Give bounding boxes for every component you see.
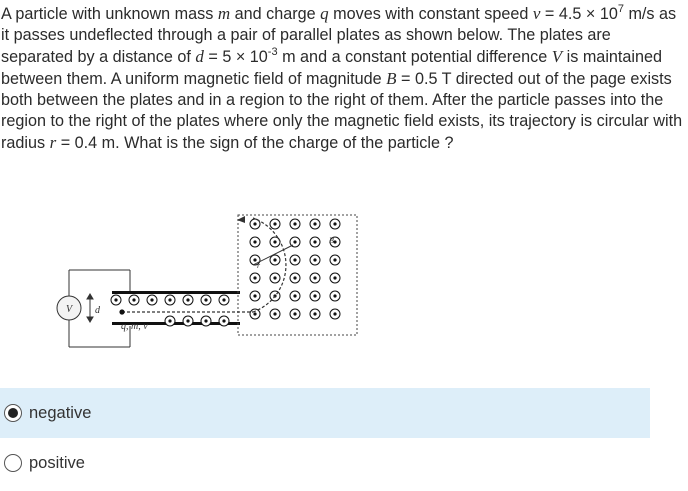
field-dot-center xyxy=(253,276,256,279)
radio-selected-icon[interactable] xyxy=(4,404,22,422)
field-dot-center xyxy=(273,222,276,225)
option-label-negative: negative xyxy=(29,403,92,422)
field-dot-center xyxy=(313,294,316,297)
field-dot-center xyxy=(293,258,296,261)
field-dot-center xyxy=(313,222,316,225)
field-dot-center xyxy=(313,258,316,261)
field-dot-center xyxy=(333,294,336,297)
radio-dot-icon xyxy=(8,408,18,418)
field-dot-center xyxy=(333,258,336,261)
field-dot-center xyxy=(253,294,256,297)
qmv-label: q, m, v xyxy=(121,321,148,332)
field-dot-center xyxy=(273,258,276,261)
field-dot-center xyxy=(293,312,296,315)
top-plate xyxy=(112,291,240,294)
field-dot-center xyxy=(313,240,316,243)
radio-unselected-icon[interactable] xyxy=(4,454,22,472)
field-dots-region xyxy=(250,219,340,319)
field-dot-center xyxy=(333,276,336,279)
physics-diagram xyxy=(38,190,368,365)
field-dot-center xyxy=(293,240,296,243)
field-dot-center xyxy=(293,276,296,279)
question-text: A particle with unknown mass m and charge q moves with constant speed $v = 4.5 \times 10^7$ m/s as it passes undeflected through a pair of parallel plates as shown below. The plates are separated by a distance of $d = 5 \times 10^{-3}$ m and a constant potential difference V is maintained between them. A uniform magnetic field of magnitude B = 0.5 T directed out of the page exists both between the plates and in a region to the right of them. After the particle passes into the region to the right of the plates where only the magnetic field exists, its trajectory is circular with radius r = 0.4 m. What is the sign of the charge of the particle ? xyxy=(1,2,683,152)
field-dot-center xyxy=(273,312,276,315)
field-dot-center xyxy=(253,240,256,243)
field-dot-center xyxy=(333,222,336,225)
field-dot-center xyxy=(253,222,256,225)
field-dot-center xyxy=(273,240,276,243)
particle xyxy=(119,309,124,314)
option-label-positive: positive xyxy=(29,453,85,472)
field-dot-center xyxy=(253,312,256,315)
field-dot-center xyxy=(333,312,336,315)
separation-arrow xyxy=(87,294,93,322)
b-label: B xyxy=(329,236,334,245)
r-label: r xyxy=(257,261,261,270)
trajectory-arrow xyxy=(237,216,245,223)
d-label: d xyxy=(95,305,100,316)
option-positive[interactable] xyxy=(0,438,650,488)
field-dot-center xyxy=(273,276,276,279)
field-dot-center xyxy=(313,312,316,315)
field-dot-center xyxy=(293,294,296,297)
option-negative[interactable] xyxy=(0,388,650,438)
field-dot-center xyxy=(313,276,316,279)
field-dot-center xyxy=(293,222,296,225)
voltmeter-label: V xyxy=(65,304,73,315)
